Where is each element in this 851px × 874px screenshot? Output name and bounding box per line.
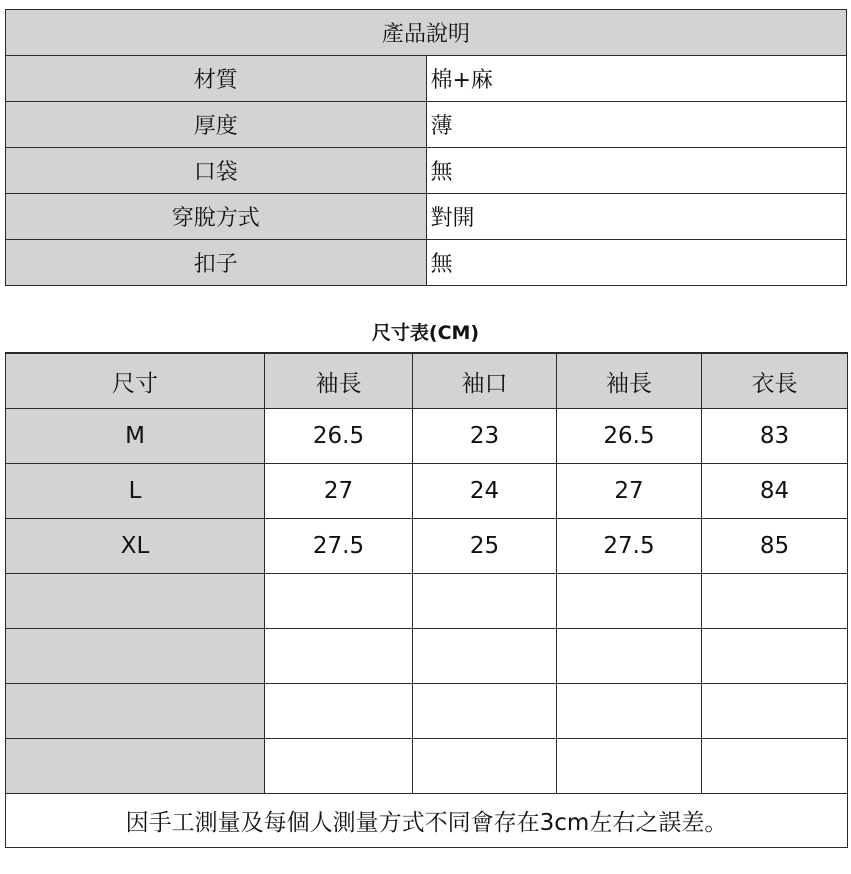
product-description-table — [5, 9, 847, 286]
description-title: 產品說明 — [6, 10, 847, 56]
value-cell — [413, 739, 557, 794]
description-label: 扣子 — [6, 240, 427, 286]
header-cuff: 袖口 — [413, 353, 557, 409]
value-cell: 27 — [557, 464, 702, 519]
value-cell: 26.5 — [557, 409, 702, 464]
header-sleeve-length-2: 袖長 — [557, 353, 702, 409]
value-cell — [413, 684, 557, 739]
value-cell — [265, 684, 413, 739]
description-value: 薄 — [426, 102, 847, 148]
value-cell — [265, 739, 413, 794]
value-cell: 85 — [702, 519, 848, 574]
size-cell: L — [6, 464, 265, 519]
size-cell — [6, 739, 265, 794]
value-cell: 26.5 — [265, 409, 413, 464]
size-chart-table — [5, 352, 848, 848]
table-row — [6, 240, 847, 286]
value-cell: 83 — [702, 409, 848, 464]
size-cell: XL — [6, 519, 265, 574]
table-row — [6, 684, 848, 739]
size-chart-title: 尺寸表(CM) — [371, 322, 480, 344]
value-cell: 27 — [265, 464, 413, 519]
value-cell — [702, 739, 848, 794]
description-label: 口袋 — [6, 148, 427, 194]
value-cell — [557, 574, 702, 629]
header-garment-length: 衣長 — [702, 353, 848, 409]
table-row — [6, 519, 848, 574]
table-row — [6, 56, 847, 102]
value-cell: 24 — [413, 464, 557, 519]
value-cell: 27.5 — [557, 519, 702, 574]
table-row — [6, 739, 848, 794]
table-row — [6, 574, 848, 629]
table-row — [6, 464, 848, 519]
description-label: 穿脫方式 — [6, 194, 427, 240]
table-row — [6, 194, 847, 240]
value-cell — [413, 629, 557, 684]
value-cell: 27.5 — [265, 519, 413, 574]
description-value: 對開 — [426, 194, 847, 240]
value-cell — [702, 574, 848, 629]
value-cell — [557, 739, 702, 794]
size-cell — [6, 574, 265, 629]
description-value: 無 — [426, 148, 847, 194]
value-cell — [557, 629, 702, 684]
table-row — [6, 629, 848, 684]
table-row — [6, 409, 848, 464]
description-value: 棉+麻 — [426, 56, 847, 102]
description-value: 無 — [426, 240, 847, 286]
description-label: 材質 — [6, 56, 427, 102]
note-row — [6, 794, 848, 848]
value-cell: 84 — [702, 464, 848, 519]
value-cell — [702, 629, 848, 684]
table-row — [6, 102, 847, 148]
value-cell — [413, 574, 557, 629]
size-cell: M — [6, 409, 265, 464]
header-size: 尺寸 — [6, 353, 265, 409]
value-cell — [265, 574, 413, 629]
description-label: 厚度 — [6, 102, 427, 148]
value-cell — [265, 629, 413, 684]
value-cell — [557, 684, 702, 739]
size-cell — [6, 684, 265, 739]
header-sleeve-length: 袖長 — [265, 353, 413, 409]
size-header-row — [6, 353, 848, 409]
size-cell — [6, 629, 265, 684]
measurement-note: 因手工測量及每個人測量方式不同會存在3cm左右之誤差。 — [6, 794, 848, 848]
value-cell: 25 — [413, 519, 557, 574]
value-cell: 23 — [413, 409, 557, 464]
table-row — [6, 148, 847, 194]
value-cell — [702, 684, 848, 739]
